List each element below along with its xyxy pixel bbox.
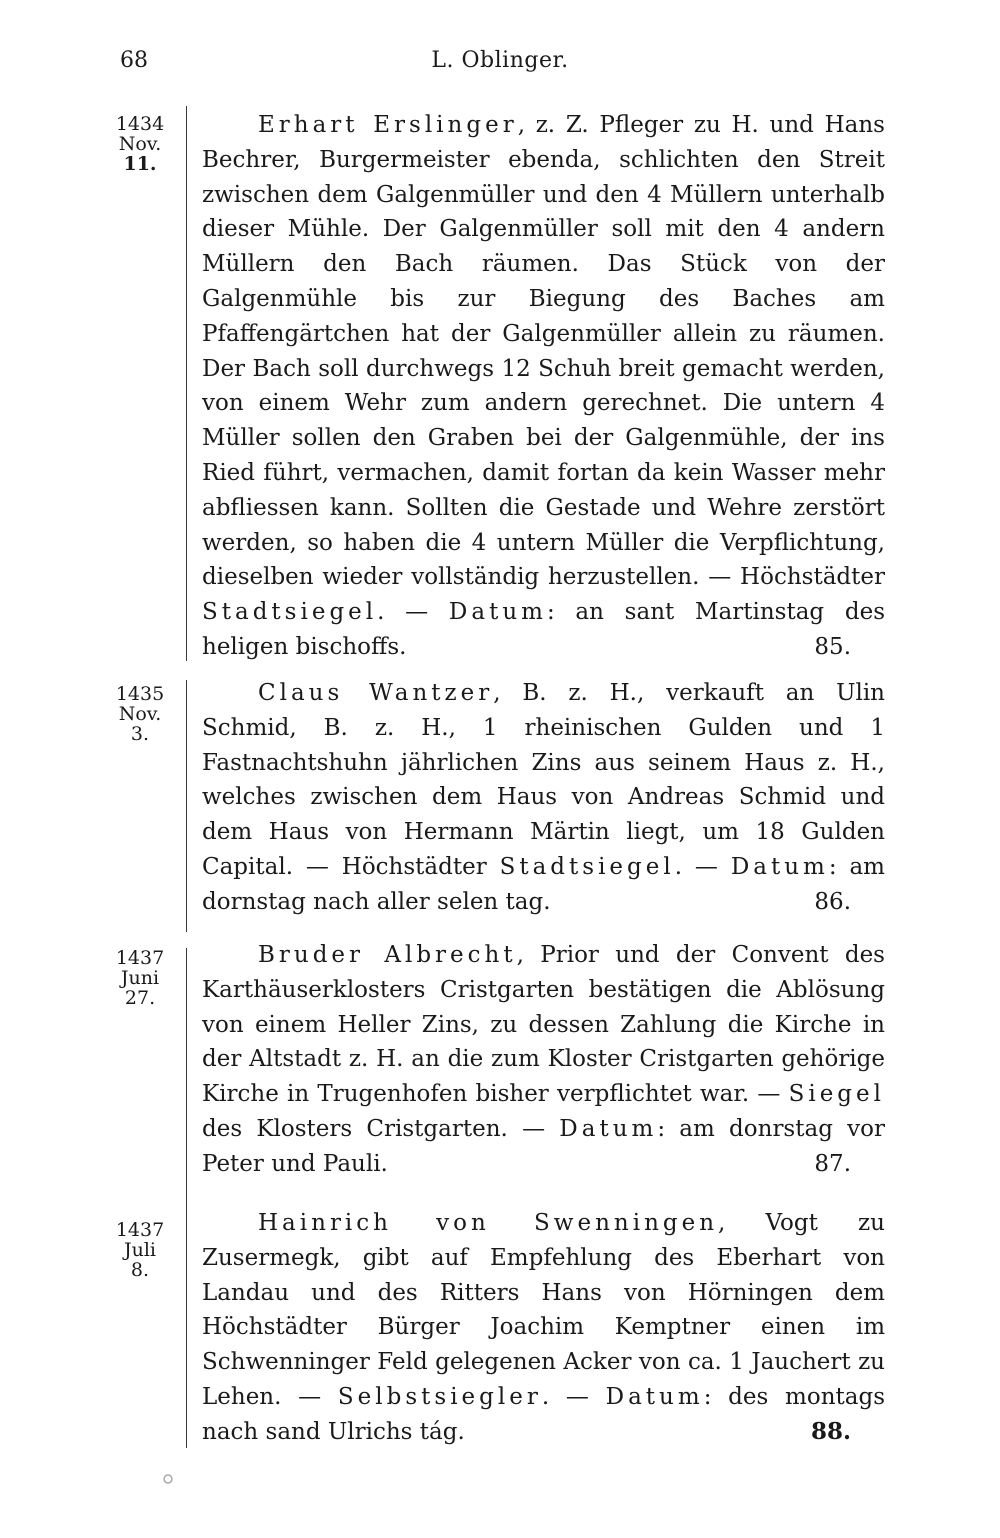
entry-text xyxy=(202,1206,885,1450)
margin-rule xyxy=(186,680,188,932)
entry-text xyxy=(202,938,885,1182)
entry-date xyxy=(108,1220,172,1280)
date-year: 1437 xyxy=(115,1219,165,1241)
entry-date xyxy=(108,948,172,1008)
entry-mid: des Klosters Cristgarten. — xyxy=(202,1115,560,1142)
register-number: 85. xyxy=(814,633,851,660)
date-day: 11. xyxy=(123,153,157,175)
margin-rule xyxy=(186,106,188,661)
date-day: 3. xyxy=(130,723,150,745)
entry-body: , B. z. H., verkauft an Ulin Schmid, B. z. H., 1 rheinischen Gulden und 1 Fastnachtshuhn jährlichen Zins aus seinem Haus z. H., welches zwischen dem Haus von Andreas Schmid und dem Haus von Hermann Märtin liegt, um 18 Gulden Capital. — Höchstädter xyxy=(202,680,885,880)
datum-label: Datum xyxy=(730,853,829,880)
seal-label: Selbstsiegler xyxy=(337,1383,542,1410)
register-number: 88. xyxy=(810,1417,851,1445)
datum-label: Datum xyxy=(448,599,547,626)
seal-label: Stadtsiegel xyxy=(202,599,378,626)
entry-person: Claus Wantzer xyxy=(258,680,494,706)
running-title: L. Oblinger. xyxy=(431,48,569,73)
entry-mid: . — xyxy=(377,599,449,626)
datum-text: : des montags nach sand Ulrichs tág. xyxy=(202,1383,885,1445)
register-number: 86. xyxy=(814,888,851,915)
margin-rule xyxy=(186,948,188,1212)
entry-text xyxy=(202,108,885,665)
entry-person: Erhart Erslinger xyxy=(258,112,518,138)
datum-text: : am dornstag nach aller selen tag. xyxy=(202,853,885,915)
date-year: 1434 xyxy=(115,113,165,135)
entry-person: Hainrich von Swenningen xyxy=(258,1210,719,1236)
entry-mid: . — xyxy=(541,1383,606,1410)
margin-rule xyxy=(186,1204,188,1448)
datum-text: : am donrstag vor Peter und Pauli. xyxy=(202,1115,885,1177)
entry-date xyxy=(108,114,172,174)
entry-mid: . — xyxy=(674,853,731,880)
entry-body: , Prior und der Convent des Karthäuserklosters Cristgarten bestätigen die Ablösung von einem Heller Zins, zu dessen Zahlung die Kirche in der Altstadt z. H. an die zum Kloster Cristgarten gehörige Kirche in Trugenhofen bisher verpflichtet war. — xyxy=(202,942,885,1108)
page-number: 68 xyxy=(120,48,148,73)
print-artifact xyxy=(162,1470,174,1493)
date-month: Nov. xyxy=(118,133,162,155)
date-month: Juli xyxy=(123,1239,156,1261)
seal-label: Stadtsiegel xyxy=(499,853,675,880)
date-year: 1435 xyxy=(115,683,165,705)
entry-person: Bruder Albrecht xyxy=(258,942,517,968)
datum-label: Datum xyxy=(559,1115,658,1142)
datum-text: : an sant Martinstag des heligen bischoffs. xyxy=(202,599,885,660)
entry-body: , z. Z. Pfleger zu H. und Hans Bechrer, Burgermeister ebenda, schlichten den Streit zwischen dem Galgenmüller und den 4 Müllern unterhalb dieser Mühle. Der Galgenmüller soll mit den 4 andern Müllern den Bach räumen. Das Stück von der Galgenmühle bis zur Biegung des Baches am Pfaffengärtchen hat der Galgenmüller allein zu räumen. Der Bach soll durchwegs 12 Schuh breit gemacht werden, von einem Wehr zum andern gerechnet. Die untern 4 Müller sollen den Graben bei der Galgenmühle, der ins Ried führt, vermachen, damit fortan da kein Wasser mehr abfliessen kann. Sollten die Gestade und Wehre zerstört werden, so haben die 4 untern Müller die Verpflichtung, dieselben wieder vollständig herzustellen. — Höchstädter xyxy=(202,112,885,591)
date-day: 8. xyxy=(130,1259,150,1281)
register-number: 87. xyxy=(814,1150,851,1177)
date-month: Nov. xyxy=(118,703,162,725)
entry-body: , Vogt zu Zusermegk, gibt auf Empfehlung des Eberhart von Landau und des Ritters Hans von Hörningen dem Höchstädter Bürger Joachim Kemptner einen im Schwenninger Feld gelegenen Acker von ca. 1 Jauchert zu Lehen. — xyxy=(202,1210,885,1410)
seal-label: Siegel xyxy=(788,1081,885,1108)
print-mark-icon xyxy=(162,1470,174,1488)
entry-text xyxy=(202,676,885,920)
datum-label: Datum xyxy=(605,1383,704,1410)
page-header xyxy=(0,48,1000,88)
date-year: 1437 xyxy=(115,947,165,969)
date-month: Juni xyxy=(120,967,160,989)
entry-date xyxy=(108,684,172,744)
date-day: 27. xyxy=(124,987,156,1009)
